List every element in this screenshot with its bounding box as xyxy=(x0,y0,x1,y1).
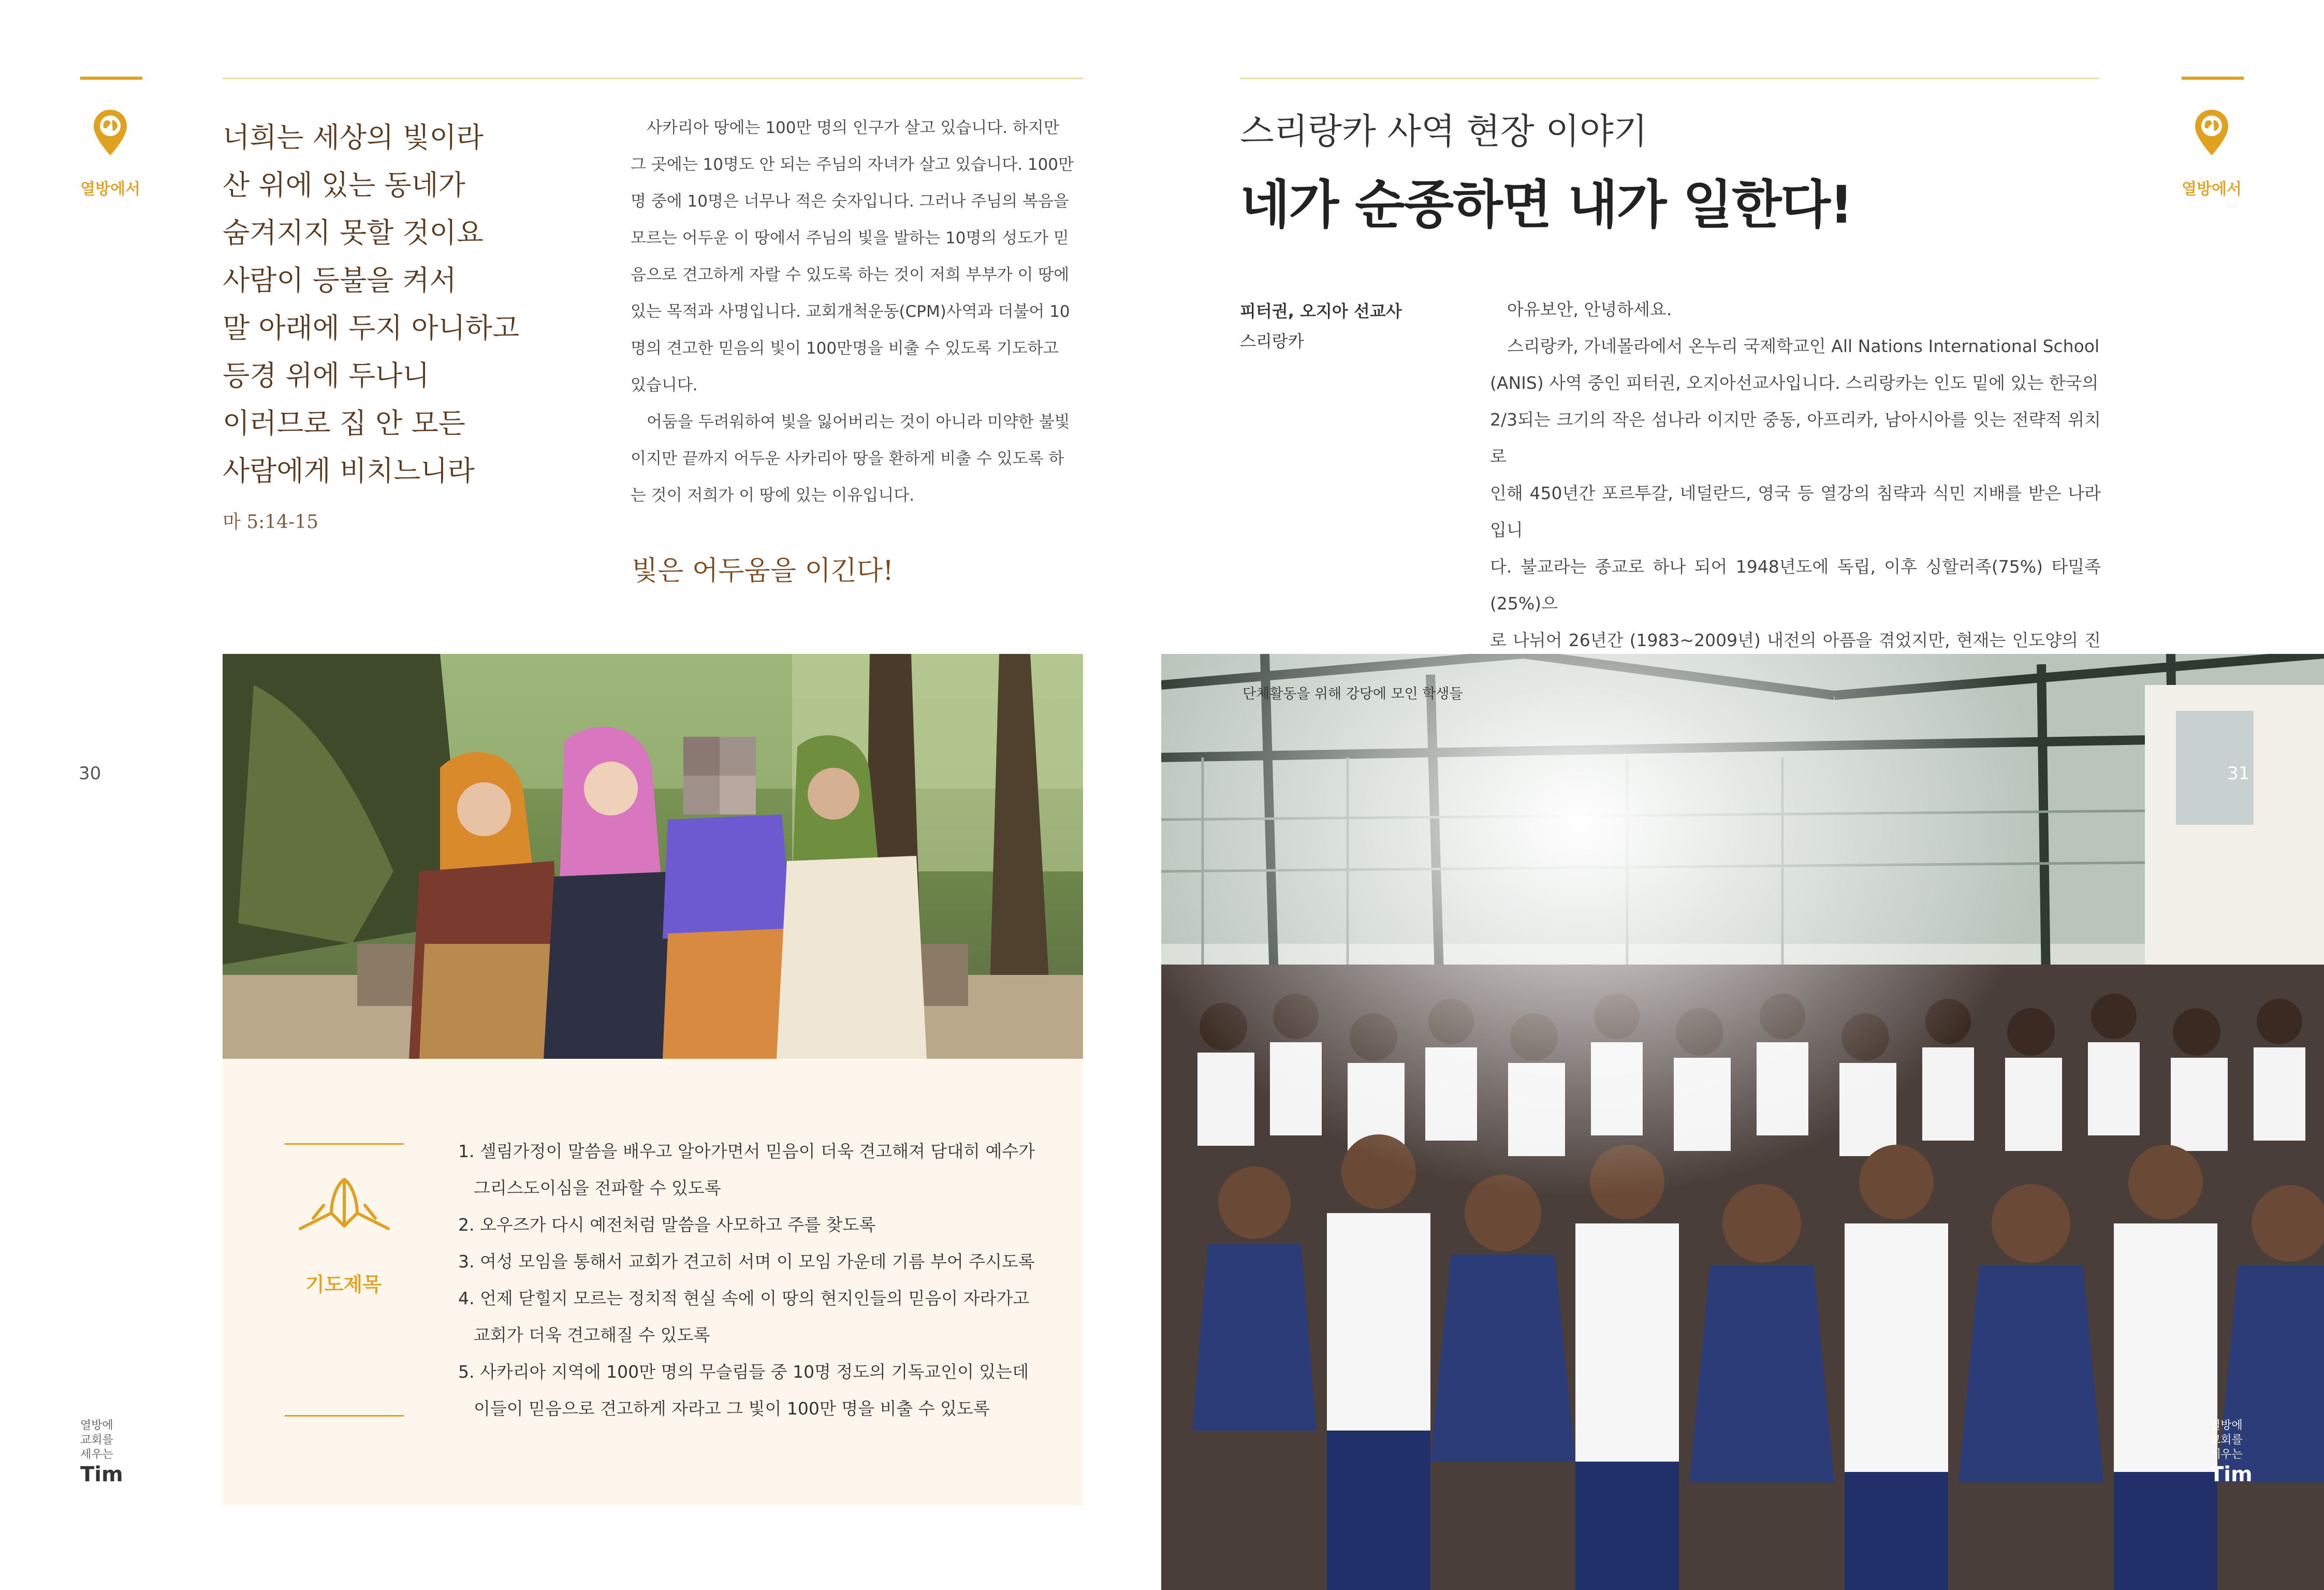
left-headline: 빛은 어두움을 이긴다! xyxy=(632,556,894,587)
verse-line: 산 위에 있는 동네가 xyxy=(223,169,465,201)
body-line: 사카리아 땅에는 100만 명의 인구가 살고 있습니다. 하지만 xyxy=(647,119,1059,137)
prayer-item: 1. 셀림가정이 말씀을 배우고 알아가면서 믿음이 더욱 견고해져 담대히 예수가 xyxy=(458,1141,1035,1161)
body-line: 아유보안, 안녕하세요. xyxy=(1507,299,1672,319)
body-line: 있습니다. xyxy=(631,376,698,395)
verse-line: 사람에게 비치느니라 xyxy=(223,455,475,487)
prayer-item: 2. 오우즈가 다시 예전처럼 말씀을 사모하고 주를 찾도록 xyxy=(458,1215,876,1235)
verse-line: 이러므로 집 안 모든 xyxy=(223,407,465,440)
body-line: 이지만 끝까지 어두운 사카리아 땅을 환하게 비출 수 있도록 하 xyxy=(631,449,1064,468)
brand-line: 교회를 xyxy=(80,1434,113,1447)
brand-logo: Tim xyxy=(80,1463,123,1486)
article-title: 네가 순종하면 내가 일한다! xyxy=(1240,174,1852,235)
brand-line: 열방에 xyxy=(2210,1419,2243,1432)
prayer-item-continued: 교회가 더욱 견고해질 수 있도록 xyxy=(474,1325,710,1345)
verse-line: 등경 위에 두나니 xyxy=(223,359,430,392)
scripture-verse xyxy=(223,114,585,495)
verse-line: 숨겨지지 못할 것이요 xyxy=(223,216,484,249)
photo-caption: 단체활동을 위해 강당에 모인 학생들 xyxy=(1243,686,1463,702)
author-block xyxy=(1240,296,1402,356)
body-line: 스리랑카, 가네몰라에서 온누리 국제학교인 All Nations International School xyxy=(1507,336,2100,356)
left-section-label: 열방에서 xyxy=(80,180,140,198)
body-line: 는 것이 저희가 이 땅에 있는 이유입니다. xyxy=(631,486,915,505)
verse-reference: 마 5:14-15 xyxy=(223,512,319,533)
body-line: 인해 450년간 포르투갈, 네덜란드, 영국 등 열강의 침략과 식민 지배를 받은 나라입니 xyxy=(1490,483,2101,540)
right-accent-rule xyxy=(2182,77,2244,80)
verse-line: 사람이 등불을 켜서 xyxy=(223,264,457,297)
prayer-item: 4. 언제 닫힐지 모르는 정치적 현실 속에 이 땅의 현지인들의 믿음이 자라가고 xyxy=(458,1288,1030,1308)
right-section-label: 열방에서 xyxy=(2182,180,2242,198)
article-subtitle: 스리랑카 사역 현장 이야기 xyxy=(1240,111,1648,152)
verse-line: 너희는 세상의 빛이라 xyxy=(223,121,484,154)
body-line: 명 중에 10명은 너무나 적은 숫자입니다. 그러나 주님의 복음을 xyxy=(631,192,1069,211)
left-page-number: 30 xyxy=(79,763,101,784)
women-group-photo xyxy=(223,654,1083,1059)
body-line: (ANIS) 사역 중인 피터권, 오지아선교사입니다. 스리랑카는 인도 밑에 있는 한국의 xyxy=(1490,373,2099,393)
prayer-item-continued: 그리스도이심을 전파할 수 있도록 xyxy=(474,1178,721,1198)
globe-pin-icon xyxy=(2193,109,2230,156)
brand-line: 열방에 xyxy=(80,1419,113,1432)
right-page-number: 31 xyxy=(2227,763,2250,784)
prayer-item: 5. 사카리아 지역에 100만 명의 무슬림들 중 10명 정도의 기독교인이 있는데 xyxy=(458,1362,1029,1382)
body-line: 로 나뉘어 26년간 (1983~2009년) 내전의 아픔을 겪었지만, 현재는 인도양의 진 xyxy=(1490,630,2101,650)
prayer-bottom-rule xyxy=(285,1415,404,1417)
left-body-text xyxy=(631,110,1082,514)
globe-pin-icon xyxy=(92,109,129,156)
right-top-rule xyxy=(1240,78,2099,79)
body-line: 모르는 어두운 이 땅에서 주님의 빛을 발하는 10명의 성도가 믿 xyxy=(631,229,1069,247)
verse-line: 말 아래에 두지 아니하고 xyxy=(223,312,520,344)
author-place: 스리랑카 xyxy=(1240,331,1304,351)
body-line: 있는 목적과 사명입니다. 교회개척운동(CPM)사역과 더불어 10 xyxy=(631,302,1070,321)
left-brand-mark xyxy=(80,1419,123,1485)
brand-line: 교회를 xyxy=(2210,1434,2243,1447)
praying-hands-icon xyxy=(295,1169,393,1242)
body-line: 그 곳에는 10명도 안 되는 주님의 자녀가 살고 있습니다. 100만 xyxy=(631,155,1074,174)
brand-line: 세우는 xyxy=(2210,1448,2243,1461)
body-line: 명의 견고한 믿음의 빛이 100만명을 비출 수 있도록 기도하고 xyxy=(631,339,1059,358)
body-line: 다. 불교라는 종교로 하나 되어 1948년도에 독립, 이후 싱할러족(75%) 타밀족(25%)으 xyxy=(1490,557,2101,614)
prayer-item: 3. 여성 모임을 통해서 교회가 견고히 서며 이 모임 가운데 기름 부어 주시도록 xyxy=(458,1251,1035,1272)
brand-logo: Tim xyxy=(2210,1463,2253,1486)
prayer-label: 기도제목 xyxy=(305,1273,382,1296)
left-accent-rule xyxy=(80,77,142,80)
prayer-top-rule xyxy=(285,1143,404,1145)
prayer-item-continued: 이들이 믿음으로 견고하게 자라고 그 빛이 100만 명을 비출 수 있도록 xyxy=(474,1398,990,1419)
author-name: 피터권, 오지아 선교사 xyxy=(1240,301,1402,321)
prayer-list xyxy=(458,1133,1054,1427)
right-brand-mark xyxy=(2210,1419,2253,1485)
body-line: 2/3되는 크기의 작은 섬나라 이지만 중동, 아프리카, 남아시아를 잇는 전략적 위치로 xyxy=(1490,410,2101,466)
body-line: 어둠을 두려워하여 빛을 잃어버리는 것이 아니라 미약한 불빛 xyxy=(647,413,1070,431)
brand-line: 세우는 xyxy=(80,1448,113,1461)
left-top-rule xyxy=(223,78,1083,79)
students-hall-photo xyxy=(1161,654,2324,1590)
body-line: 음으로 견고하게 자랄 수 있도록 하는 것이 저희 부부가 이 땅에 xyxy=(631,266,1070,284)
